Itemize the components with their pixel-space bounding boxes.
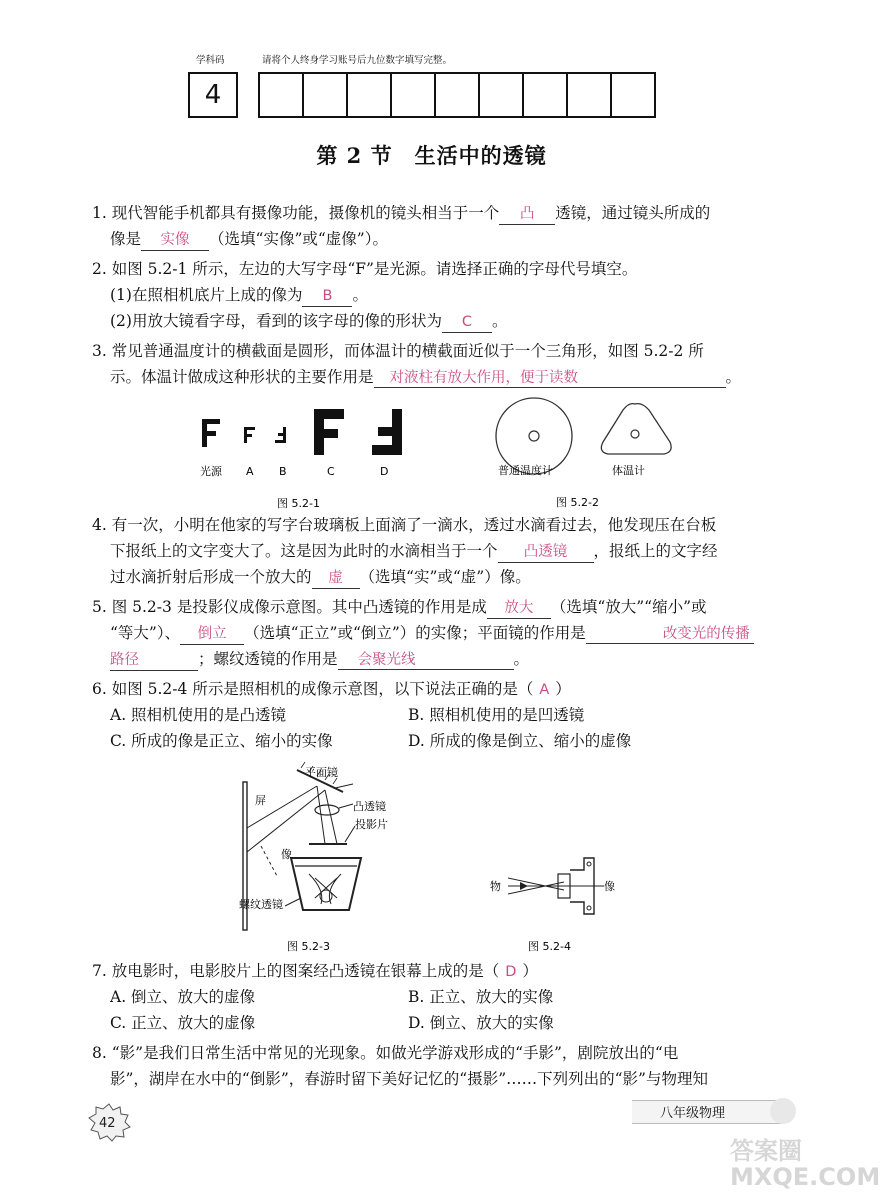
- q6-option-d[interactable]: D. 所成的像是倒立、缩小的虚像: [408, 732, 632, 750]
- q4-answer-blank-1[interactable]: 凸透镜: [498, 543, 594, 563]
- decor-star-icon: [770, 1098, 796, 1124]
- f-letter-c: [314, 409, 344, 455]
- fig4-label-object: 物: [490, 880, 501, 893]
- q7-option-c[interactable]: C. 正立、放大的虚像: [110, 1014, 256, 1032]
- q6-text: 6. 如图 5.2-4 所示是照相机的成像示意图，以下说法正确的是（: [92, 680, 534, 698]
- q7-stem: [92, 958, 538, 985]
- q5-line3: [110, 646, 529, 672]
- fig3-label-image: 像: [281, 848, 292, 861]
- q4-line2: [110, 538, 718, 564]
- fig3-label-fresnel: 螺纹透镜: [239, 898, 283, 911]
- fresnel-lens: [309, 874, 341, 904]
- figure-5-2-1: [180, 395, 430, 515]
- q6-answer[interactable]: A: [539, 682, 550, 698]
- account-digit-row: [258, 72, 654, 118]
- q2-text: 。: [491, 312, 508, 330]
- q8-line2: 影”，湖岸在水中的“倒影”，春游时留下美好记忆的“摄影”……下列列出的“影”与物理知: [110, 1070, 708, 1088]
- account-digit-box[interactable]: [434, 72, 480, 118]
- q7-text: ）: [522, 962, 538, 980]
- q2-text: 。: [352, 286, 368, 304]
- q2-stem: 2. 如图 5.2-1 所示，左边的大写字母“F”是光源。请选择正确的字母代号填空。: [92, 260, 638, 278]
- q6-option-c[interactable]: C. 所成的像是正立、缩小的实像: [110, 732, 333, 750]
- q7-text: 7. 放电影时，电影胶片上的图案经凸透镜在银幕上成的是（: [92, 962, 500, 980]
- q4-answer-blank-2[interactable]: 虚: [312, 569, 360, 589]
- q1-text: （选填“实像”或“虚像”）。: [209, 230, 388, 248]
- q2-answer-blank-1[interactable]: B: [302, 287, 352, 307]
- account-digit-box[interactable]: [390, 72, 436, 118]
- q3-text: 。: [725, 368, 742, 386]
- q5-answer-blank-1[interactable]: 放大: [487, 599, 551, 619]
- watermark: 答案圈 MXQE.COM: [730, 1137, 880, 1191]
- q4-text: （选填“实”或“虚”）像。: [359, 568, 531, 586]
- q4-text: 过水滴折射后形成一个放大的: [110, 568, 312, 586]
- q2-part2: [110, 308, 507, 334]
- account-digit-box[interactable]: [258, 72, 304, 118]
- clinical-thermometer-section: [601, 404, 671, 454]
- fig3-label-screen: 屏: [255, 794, 266, 807]
- q6-text: ）: [555, 680, 571, 698]
- ordinary-thermometer-bore: [529, 431, 539, 441]
- fig4-label-image: 像: [604, 880, 615, 893]
- q6-option-a[interactable]: A. 照相机使用的是凸透镜: [110, 706, 287, 724]
- q1-text: 像是: [110, 230, 142, 248]
- convex-lens: [315, 805, 339, 815]
- subject-code-box: [188, 72, 238, 118]
- book-name: 八年级物理: [660, 1106, 726, 1121]
- q5-answer-blank-3a[interactable]: 改变光的传播: [586, 625, 754, 644]
- q1-line2: [110, 226, 388, 252]
- q6-option-b[interactable]: B. 照相机使用的是凹透镜: [408, 706, 585, 724]
- q5-answer-blank-3b[interactable]: 路径: [110, 651, 198, 671]
- q1-text: 透镜，通过镜头所成的: [555, 204, 711, 222]
- q2-part1: [110, 282, 368, 308]
- account-digit-box[interactable]: [566, 72, 612, 118]
- q7-option-b[interactable]: B. 正立、放大的实像: [408, 988, 554, 1006]
- q1-answer-blank-1[interactable]: 凸: [499, 205, 555, 225]
- section-title: 第 2 节 生活中的透镜: [316, 143, 547, 168]
- fig3-caption: 图 5.2-3: [287, 940, 330, 953]
- fig1-label-d: D: [380, 465, 389, 478]
- q1-line1: [92, 200, 710, 226]
- fig3-label-mirror: 平面镜: [305, 766, 338, 779]
- q7-answer[interactable]: D: [505, 964, 517, 980]
- q1-text: 1. 现代智能手机都具有摄像功能，摄像机的镜头相当于一个: [92, 204, 500, 222]
- fig3-label-lens: 凸透镜: [353, 800, 386, 813]
- q3-line2: [110, 364, 741, 390]
- q7-option-a[interactable]: A. 倒立、放大的虚像: [110, 988, 256, 1006]
- clinical-thermometer-bore: [631, 430, 639, 438]
- fig1-label-source: 光源: [200, 465, 222, 478]
- subject-code-label: 学科码: [196, 55, 225, 66]
- q3-answer-blank[interactable]: 对液柱有放大作用，便于读数: [374, 369, 726, 388]
- q5-answer-blank-4[interactable]: 会聚光线: [338, 651, 514, 670]
- q2-answer-blank-2[interactable]: C: [442, 313, 492, 333]
- f-letter-b: [275, 427, 286, 443]
- fig2-caption: 图 5.2-2: [556, 496, 599, 509]
- page-number: 42: [99, 1116, 116, 1131]
- subject-code-value: 4: [204, 80, 222, 110]
- fig2-label-ordinary: 普通温度计: [498, 464, 553, 477]
- account-digit-box[interactable]: [522, 72, 568, 118]
- q5-text: “等大”）、: [110, 624, 181, 642]
- q4-text: ，报纸上的文字经: [593, 542, 718, 560]
- figure-5-2-2: [490, 392, 690, 514]
- account-digit-box[interactable]: [302, 72, 348, 118]
- fig2-label-clinical: 体温计: [612, 464, 645, 477]
- account-instruction: 请将个人终身学习账号后九位数字填写完整。: [262, 55, 453, 66]
- q3-line1: 3. 常见普通温度计的横截面是圆形，而体温计的横截面近似于一个三角形，如图 5.2-2 所: [92, 342, 704, 360]
- ordinary-thermometer-section: [496, 398, 572, 474]
- image-dashed: [261, 846, 277, 876]
- q4-text: 下报纸上的文字变大了。这是因为此时的水滴相当于一个: [110, 542, 498, 560]
- fig4-caption: 图 5.2-4: [528, 940, 571, 953]
- fig1-label-b: B: [279, 465, 287, 478]
- q8-line1: 8. “影”是我们日常生活中常见的光现象。如做光学游戏形成的“手影”，剧院放出的“电: [92, 1044, 679, 1062]
- q6-stem: [92, 676, 571, 703]
- q4-line3: [110, 564, 531, 590]
- q5-text: （选填“放大”“缩小”或: [550, 598, 707, 616]
- q5-text: ；螺纹透镜的作用是: [198, 650, 338, 668]
- account-digit-box[interactable]: [478, 72, 524, 118]
- f-letter-source: [202, 419, 220, 447]
- figure-5-2-4: [488, 850, 628, 958]
- q4-line1: 4. 有一次，小明在他家的写字台玻璃板上面滴了一滴水，透过水滴看过去，他发现压在台板: [92, 516, 717, 534]
- figure-5-2-3: [225, 758, 435, 958]
- fig1-label-c: C: [327, 465, 335, 478]
- q5-answer-blank-2[interactable]: 倒立: [180, 625, 244, 645]
- f-letter-d: [372, 409, 402, 455]
- q5-line1: [92, 594, 707, 620]
- fig1-label-a: A: [246, 465, 254, 478]
- account-digit-box[interactable]: [346, 72, 392, 118]
- q2-text: (1)在照相机底片上成的像为: [110, 286, 303, 304]
- q5-line2: [110, 620, 754, 646]
- f-letter-a: [244, 427, 255, 443]
- q3-text: 示。体温计做成这种形状的主要作用是: [110, 368, 374, 386]
- q1-answer-blank-2[interactable]: 实像: [141, 231, 209, 251]
- q5-text: 。: [513, 650, 530, 668]
- fig1-caption: 图 5.2-1: [277, 497, 320, 510]
- page-number-badge: [86, 1102, 132, 1142]
- q7-option-d[interactable]: D. 倒立、放大的实像: [408, 1014, 554, 1032]
- q2-text: (2)用放大镜看字母，看到的该字母的像的形状为: [110, 312, 442, 330]
- q5-text: （选填“正立”或“倒立”）的实像；平面镜的作用是: [244, 624, 586, 642]
- account-digit-box[interactable]: [610, 72, 656, 118]
- q5-text: 5. 图 5.2-3 是投影仪成像示意图。其中凸透镜的作用是成: [92, 598, 487, 616]
- fig3-label-slide: 投影片: [355, 818, 388, 831]
